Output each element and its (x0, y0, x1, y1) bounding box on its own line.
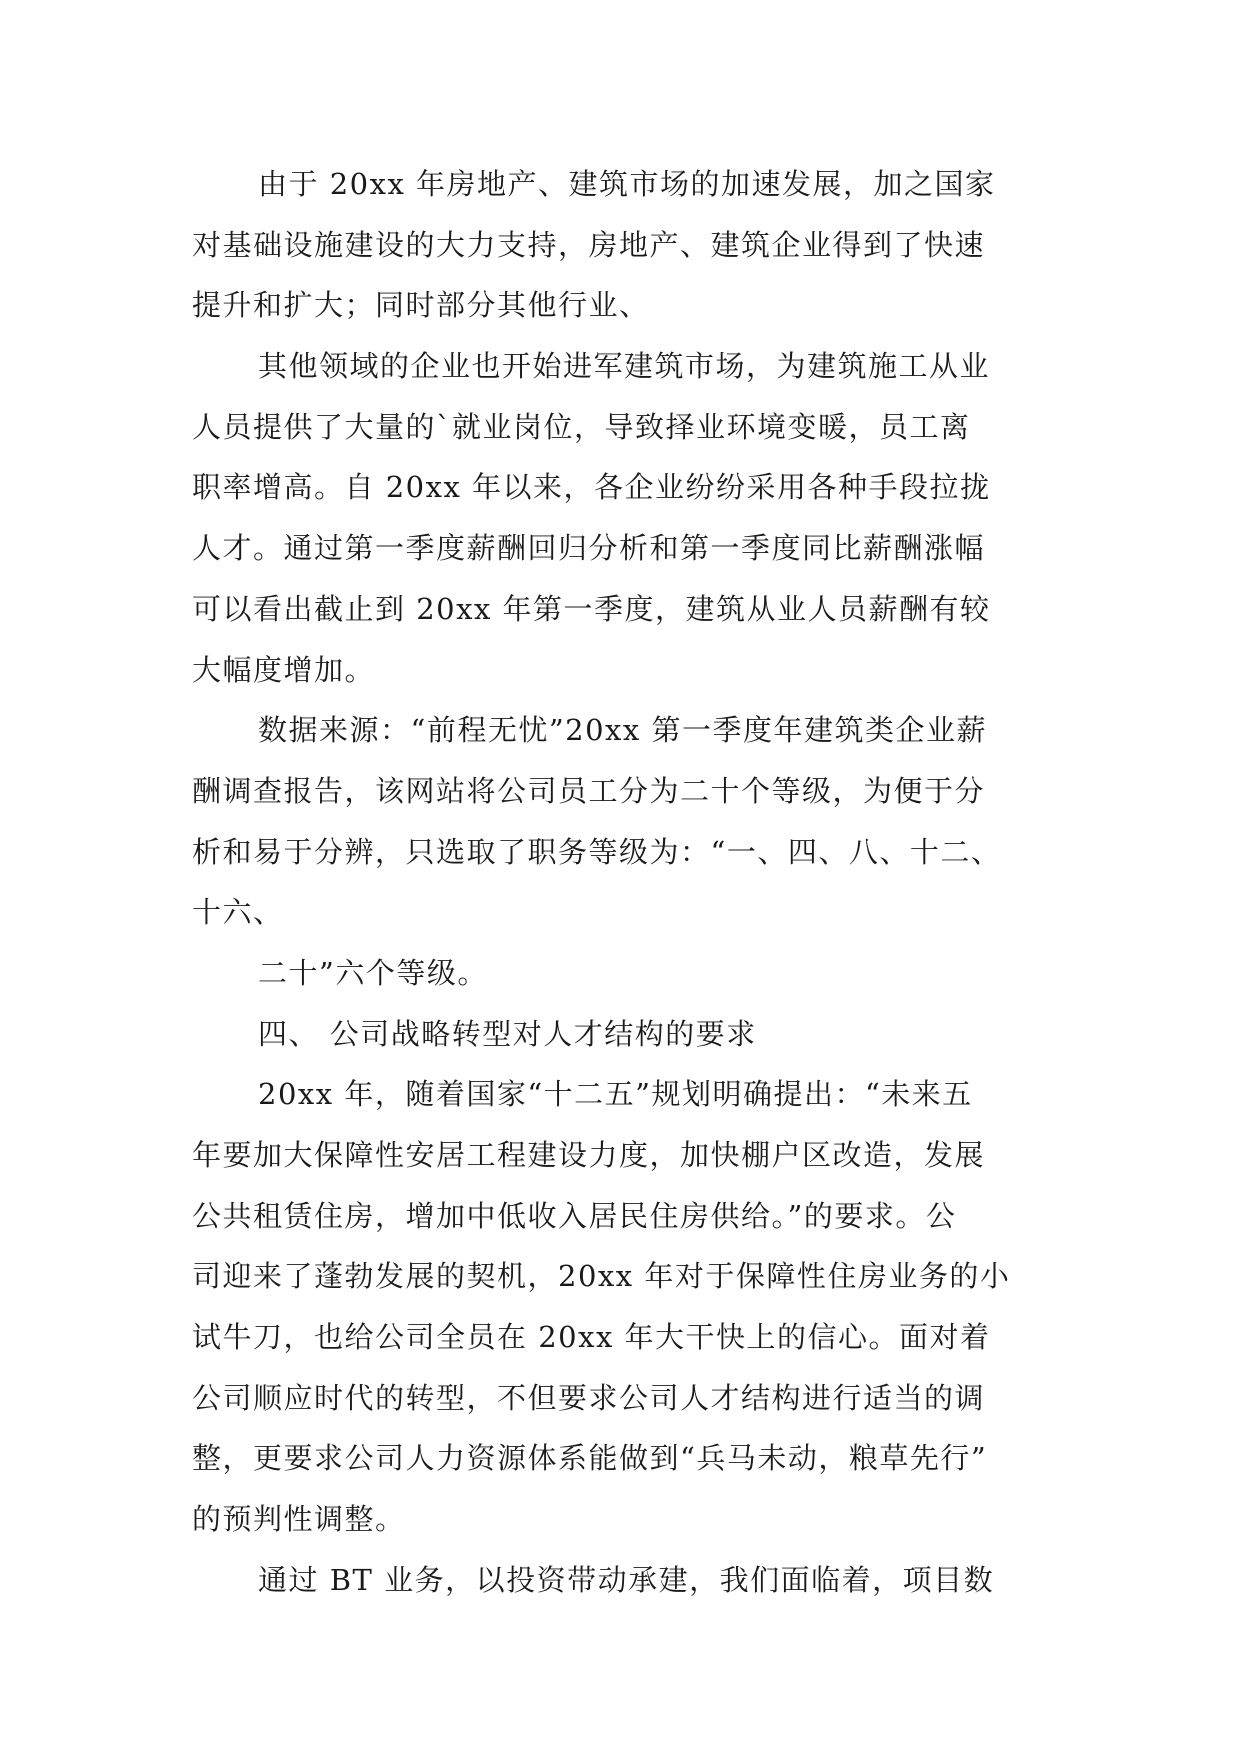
text-line: 十六、 (192, 895, 284, 930)
document-body (192, 154, 1052, 1611)
text-line: 数据来源：“前程无忧”20xx 第一季度年建筑类企业薪 (258, 713, 987, 748)
text-line: 其他领域的企业也开始进军建筑市场，为建筑施工从业 (258, 349, 991, 384)
text-line: 职率增高。自 20xx 年以来，各企业纷纷采用各种手段拉拢 (192, 470, 991, 505)
text-line: 公共租赁住房，增加中低收入居民住房供给。”的要求。公 (192, 1198, 957, 1233)
text-line: 的预判性调整。 (192, 1502, 406, 1537)
text-line: 年要加大保障性安居工程建设力度，加快棚户区改造，发展 (192, 1138, 986, 1172)
text-line: 试牛刀，也给公司全员在 20xx 年大干快上的信心。面对着 (192, 1320, 991, 1355)
text-line: 通过 BT 业务，以投资带动承建，我们面临着，项目数 (258, 1562, 995, 1597)
text-line: 可以看出截止到 20xx 年第一季度，建筑从业人员薪酬有较 (192, 591, 991, 626)
text-line: 二十”六个等级。 (258, 955, 488, 990)
text-line: 20xx 年，随着国家“十二五”规划明确提出：“未来五 (258, 1077, 973, 1112)
text-line: 司迎来了蓬勃发展的契机，20xx 年对于保障性住房业务的小 (192, 1259, 1011, 1294)
text-line: 大幅度增加。 (192, 652, 376, 687)
text-line: 整，更要求公司人力资源体系能做到“兵马未动，粮草先行” (192, 1441, 988, 1476)
text-line: 人才。通过第一季度薪酬回归分析和第一季度同比薪酬涨幅 (192, 531, 986, 566)
text-line: 提升和扩大；同时部分其他行业、 (192, 288, 650, 323)
text-line: 酬调查报告，该网站将公司员工分为二十个等级，为便于分 (192, 773, 986, 808)
text-line: 公司顺应时代的转型，不但要求公司人才结构进行适当的调 (192, 1380, 986, 1415)
section-heading: 四、 公司战略转型对人才结构的要求 (258, 1016, 757, 1051)
text-line: 人员提供了大量的`就业岗位，导致择业环境变暖，员工离 (192, 409, 971, 444)
text-line: 由于 20xx 年房地产、建筑市场的加速发展，加之国家 (258, 167, 996, 201)
text-line: 对基础设施建设的大力支持，房地产、建筑企业得到了快速 (192, 227, 986, 262)
text-line: 析和易于分辨，只选取了职务等级为：“一、四、八、十二、 (192, 834, 1002, 869)
